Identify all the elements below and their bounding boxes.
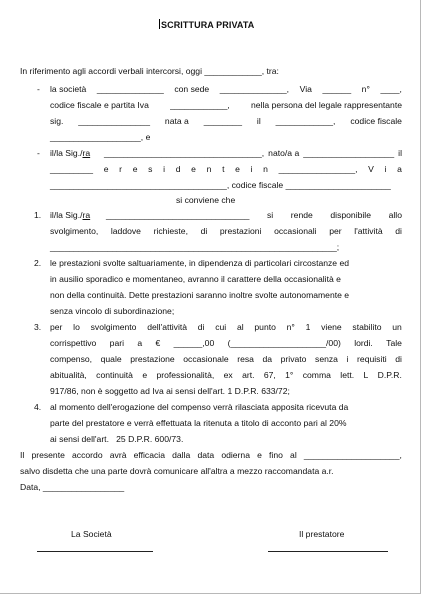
word: corrispettivo bbox=[50, 338, 97, 348]
word: il bbox=[398, 148, 402, 158]
party-person-line-3: _____________________________________, codice fiscale ______________________ bbox=[50, 180, 391, 190]
word: cui bbox=[215, 322, 227, 332]
word: disponibile bbox=[330, 210, 371, 220]
word: di bbox=[197, 322, 205, 332]
clause-2-number: 2. bbox=[34, 258, 42, 268]
word: V bbox=[368, 164, 374, 174]
clause-3-line-4 bbox=[50, 371, 402, 380]
word: pari bbox=[109, 338, 125, 348]
word: parte del prestatore e verrà effettuata la ritenuta a titolo di acconto pari al 20% bbox=[50, 418, 347, 428]
word: i bbox=[346, 354, 349, 364]
word: continuità bbox=[96, 370, 133, 380]
word: ____________, bbox=[170, 100, 230, 110]
clause-3-line-1 bbox=[50, 323, 402, 332]
word: i bbox=[250, 164, 253, 174]
date-line: Data, _________________ bbox=[20, 482, 125, 492]
provider-signature-line bbox=[268, 551, 388, 552]
word: s bbox=[148, 164, 153, 174]
closing-line-1 bbox=[20, 451, 402, 460]
word: ________ bbox=[203, 116, 242, 126]
word: ____________, bbox=[275, 116, 336, 126]
clause-3-line-3 bbox=[50, 355, 402, 364]
word: Il bbox=[20, 450, 25, 460]
word: allo bbox=[388, 210, 402, 220]
word: n° bbox=[361, 84, 370, 94]
clause-1-number: 1. bbox=[34, 210, 42, 220]
word: Via bbox=[299, 84, 312, 94]
clause-4-line-1 bbox=[50, 403, 402, 412]
word: i bbox=[384, 164, 387, 174]
word: di bbox=[395, 354, 402, 364]
word: svolgimento bbox=[90, 322, 137, 332]
word: in ausilio sporadico e momentaneo, avranno il carattere della occasionalità e bbox=[50, 274, 341, 284]
text-cursor bbox=[159, 19, 160, 29]
word: prestazione bbox=[130, 354, 175, 364]
word: n° bbox=[286, 322, 295, 332]
word: 1° bbox=[285, 370, 294, 380]
word: data bbox=[197, 450, 215, 460]
word: nato/a a bbox=[268, 148, 300, 158]
word: occasionali bbox=[274, 226, 317, 236]
clause-1-line-2 bbox=[50, 227, 402, 236]
word: r bbox=[119, 164, 123, 174]
word: dell'attività bbox=[147, 322, 188, 332]
word: rende bbox=[290, 210, 313, 220]
word: quale bbox=[100, 354, 122, 364]
word: si bbox=[266, 210, 274, 220]
word: per bbox=[50, 322, 63, 332]
word: 67, bbox=[263, 370, 276, 380]
party-person-line-1 bbox=[104, 149, 402, 158]
clause-4-number: 4. bbox=[34, 402, 42, 412]
word: lordi. bbox=[354, 338, 373, 348]
word: svolgimento, bbox=[50, 226, 99, 236]
word: ______________________________ bbox=[106, 210, 250, 220]
clause-2-line-3 bbox=[50, 291, 402, 300]
word: al bbox=[290, 450, 297, 460]
clause-1-line-1 bbox=[106, 211, 402, 220]
agreement-heading: si conviene che bbox=[176, 195, 236, 205]
word: a bbox=[137, 338, 143, 348]
word: art. bbox=[242, 370, 255, 380]
word: t bbox=[222, 164, 225, 174]
word: con sede bbox=[174, 84, 210, 94]
clause-4-line-2 bbox=[50, 419, 402, 428]
word: fino bbox=[269, 450, 283, 460]
party-company-bullet: - bbox=[37, 84, 40, 94]
word: e bbox=[142, 370, 148, 380]
clause-2-line-1 bbox=[50, 259, 402, 268]
word: un bbox=[392, 322, 402, 332]
word: abitualità, bbox=[50, 370, 87, 380]
word: Tale bbox=[386, 338, 402, 348]
word: i bbox=[163, 164, 166, 174]
word: _________________________________, bbox=[104, 148, 265, 158]
word: l'attività bbox=[354, 226, 383, 236]
word: (____________________/00) bbox=[227, 338, 341, 348]
word: D.P.R. bbox=[377, 370, 402, 380]
word: richieste, bbox=[153, 226, 188, 236]
party-company-line-1 bbox=[50, 85, 402, 94]
party-person-line-1-prefix: il/la Sig./ra bbox=[50, 148, 91, 158]
word: e bbox=[103, 164, 109, 174]
word: il bbox=[256, 116, 261, 126]
word: n bbox=[206, 164, 212, 174]
word: al momento dell'erogazione del compenso verrà rilasciata apposita ricevuta da bbox=[50, 402, 349, 412]
word: codice fiscale bbox=[350, 116, 402, 126]
clause-1-line-3: ____________________________________________________________; bbox=[50, 242, 340, 252]
word: non della continuità. Dette prestazioni saranno inoltre svolte autonomamente e bbox=[50, 290, 350, 300]
word: e bbox=[132, 164, 138, 174]
word: ______________ bbox=[96, 84, 164, 94]
word: L bbox=[363, 370, 369, 380]
word: la società bbox=[50, 84, 87, 94]
word: al bbox=[236, 322, 244, 332]
clause-1-prefix: il/la Sig./ra bbox=[50, 210, 91, 220]
word: stabilito bbox=[352, 322, 382, 332]
word: nella persona del legale rappresentante bbox=[251, 100, 402, 110]
word: e bbox=[235, 164, 240, 174]
word: nata a bbox=[164, 116, 189, 126]
clause-2-line-4: senza vincolo di subordinazione; bbox=[50, 306, 175, 316]
clause-2-line-2 bbox=[50, 275, 402, 284]
word: dalla bbox=[172, 450, 191, 460]
word: ______,00 bbox=[173, 338, 215, 348]
word: occasionale bbox=[183, 354, 229, 364]
word: ____, bbox=[380, 84, 402, 94]
word: presente bbox=[31, 450, 65, 460]
word: sig. bbox=[50, 116, 64, 126]
word: resa bbox=[237, 354, 254, 364]
party-person-bullet: - bbox=[37, 148, 40, 158]
word: ex bbox=[223, 370, 233, 380]
word: lett. bbox=[340, 370, 355, 380]
word: comma bbox=[302, 370, 331, 380]
word: professionalità, bbox=[156, 370, 215, 380]
party-company-line-2 bbox=[50, 101, 402, 110]
word: ______ bbox=[322, 84, 352, 94]
company-signature-label: La Società bbox=[71, 529, 112, 539]
intro-paragraph: In riferimento agli accordi verbali intercorsi, oggi ____________, tra: bbox=[20, 66, 279, 76]
word: codice fiscale e partita Iva bbox=[50, 100, 149, 110]
word: per bbox=[329, 226, 342, 236]
word: lo bbox=[73, 322, 80, 332]
word: prestazioni bbox=[219, 226, 262, 236]
clause-4-line-3: ai sensi dell'art. 25 D.P.R. 600/73. bbox=[50, 434, 184, 444]
word: _______________ bbox=[78, 116, 150, 126]
word: a bbox=[397, 164, 402, 174]
word: avrà bbox=[109, 450, 127, 460]
party-company-line-3 bbox=[50, 117, 402, 126]
document-title: SCRITTURA PRIVATA bbox=[161, 20, 255, 30]
clause-3-line-2 bbox=[50, 339, 402, 348]
word: e bbox=[191, 164, 196, 174]
word: ____________________, bbox=[303, 450, 402, 460]
provider-signature-label: Il prestatore bbox=[299, 529, 345, 539]
word: di bbox=[395, 226, 402, 236]
word: _________ bbox=[50, 164, 94, 174]
closing-line-2: salvo disdetta che una parte dovrà comunicare all'altra a mezzo raccomandata a.r. bbox=[20, 466, 334, 476]
word: compenso, bbox=[50, 354, 93, 364]
word: le prestazioni svolte saltuariamente, in dipendenza di particolari circostanze ed bbox=[50, 258, 350, 268]
word: senza bbox=[315, 354, 338, 364]
company-signature-line bbox=[37, 551, 153, 552]
word: requisiti bbox=[357, 354, 387, 364]
word: di bbox=[200, 226, 208, 236]
word: accordo bbox=[72, 450, 103, 460]
party-person-line-2 bbox=[50, 165, 402, 174]
word: ______________, bbox=[219, 84, 290, 94]
word: odierna bbox=[221, 450, 250, 460]
word: e bbox=[257, 450, 262, 460]
word: n bbox=[263, 164, 268, 174]
word: € bbox=[155, 338, 161, 348]
word: punto bbox=[254, 322, 276, 332]
word: 1 bbox=[305, 322, 311, 332]
word: laddove bbox=[110, 226, 141, 236]
word: ________________, bbox=[278, 164, 358, 174]
word: privato bbox=[280, 354, 307, 364]
word: ___________________ bbox=[303, 148, 395, 158]
word: efficacia bbox=[133, 450, 165, 460]
party-company-line-4: ___________________, e bbox=[50, 132, 151, 142]
word: viene bbox=[321, 322, 342, 332]
word: da bbox=[262, 354, 273, 364]
word: d bbox=[175, 164, 181, 174]
clause-3-number: 3. bbox=[34, 322, 42, 332]
clause-3-line-5: 917/86, non è soggetto ad Iva ai sensi dell'art. 1 D.P.R. 633/72; bbox=[50, 386, 290, 396]
